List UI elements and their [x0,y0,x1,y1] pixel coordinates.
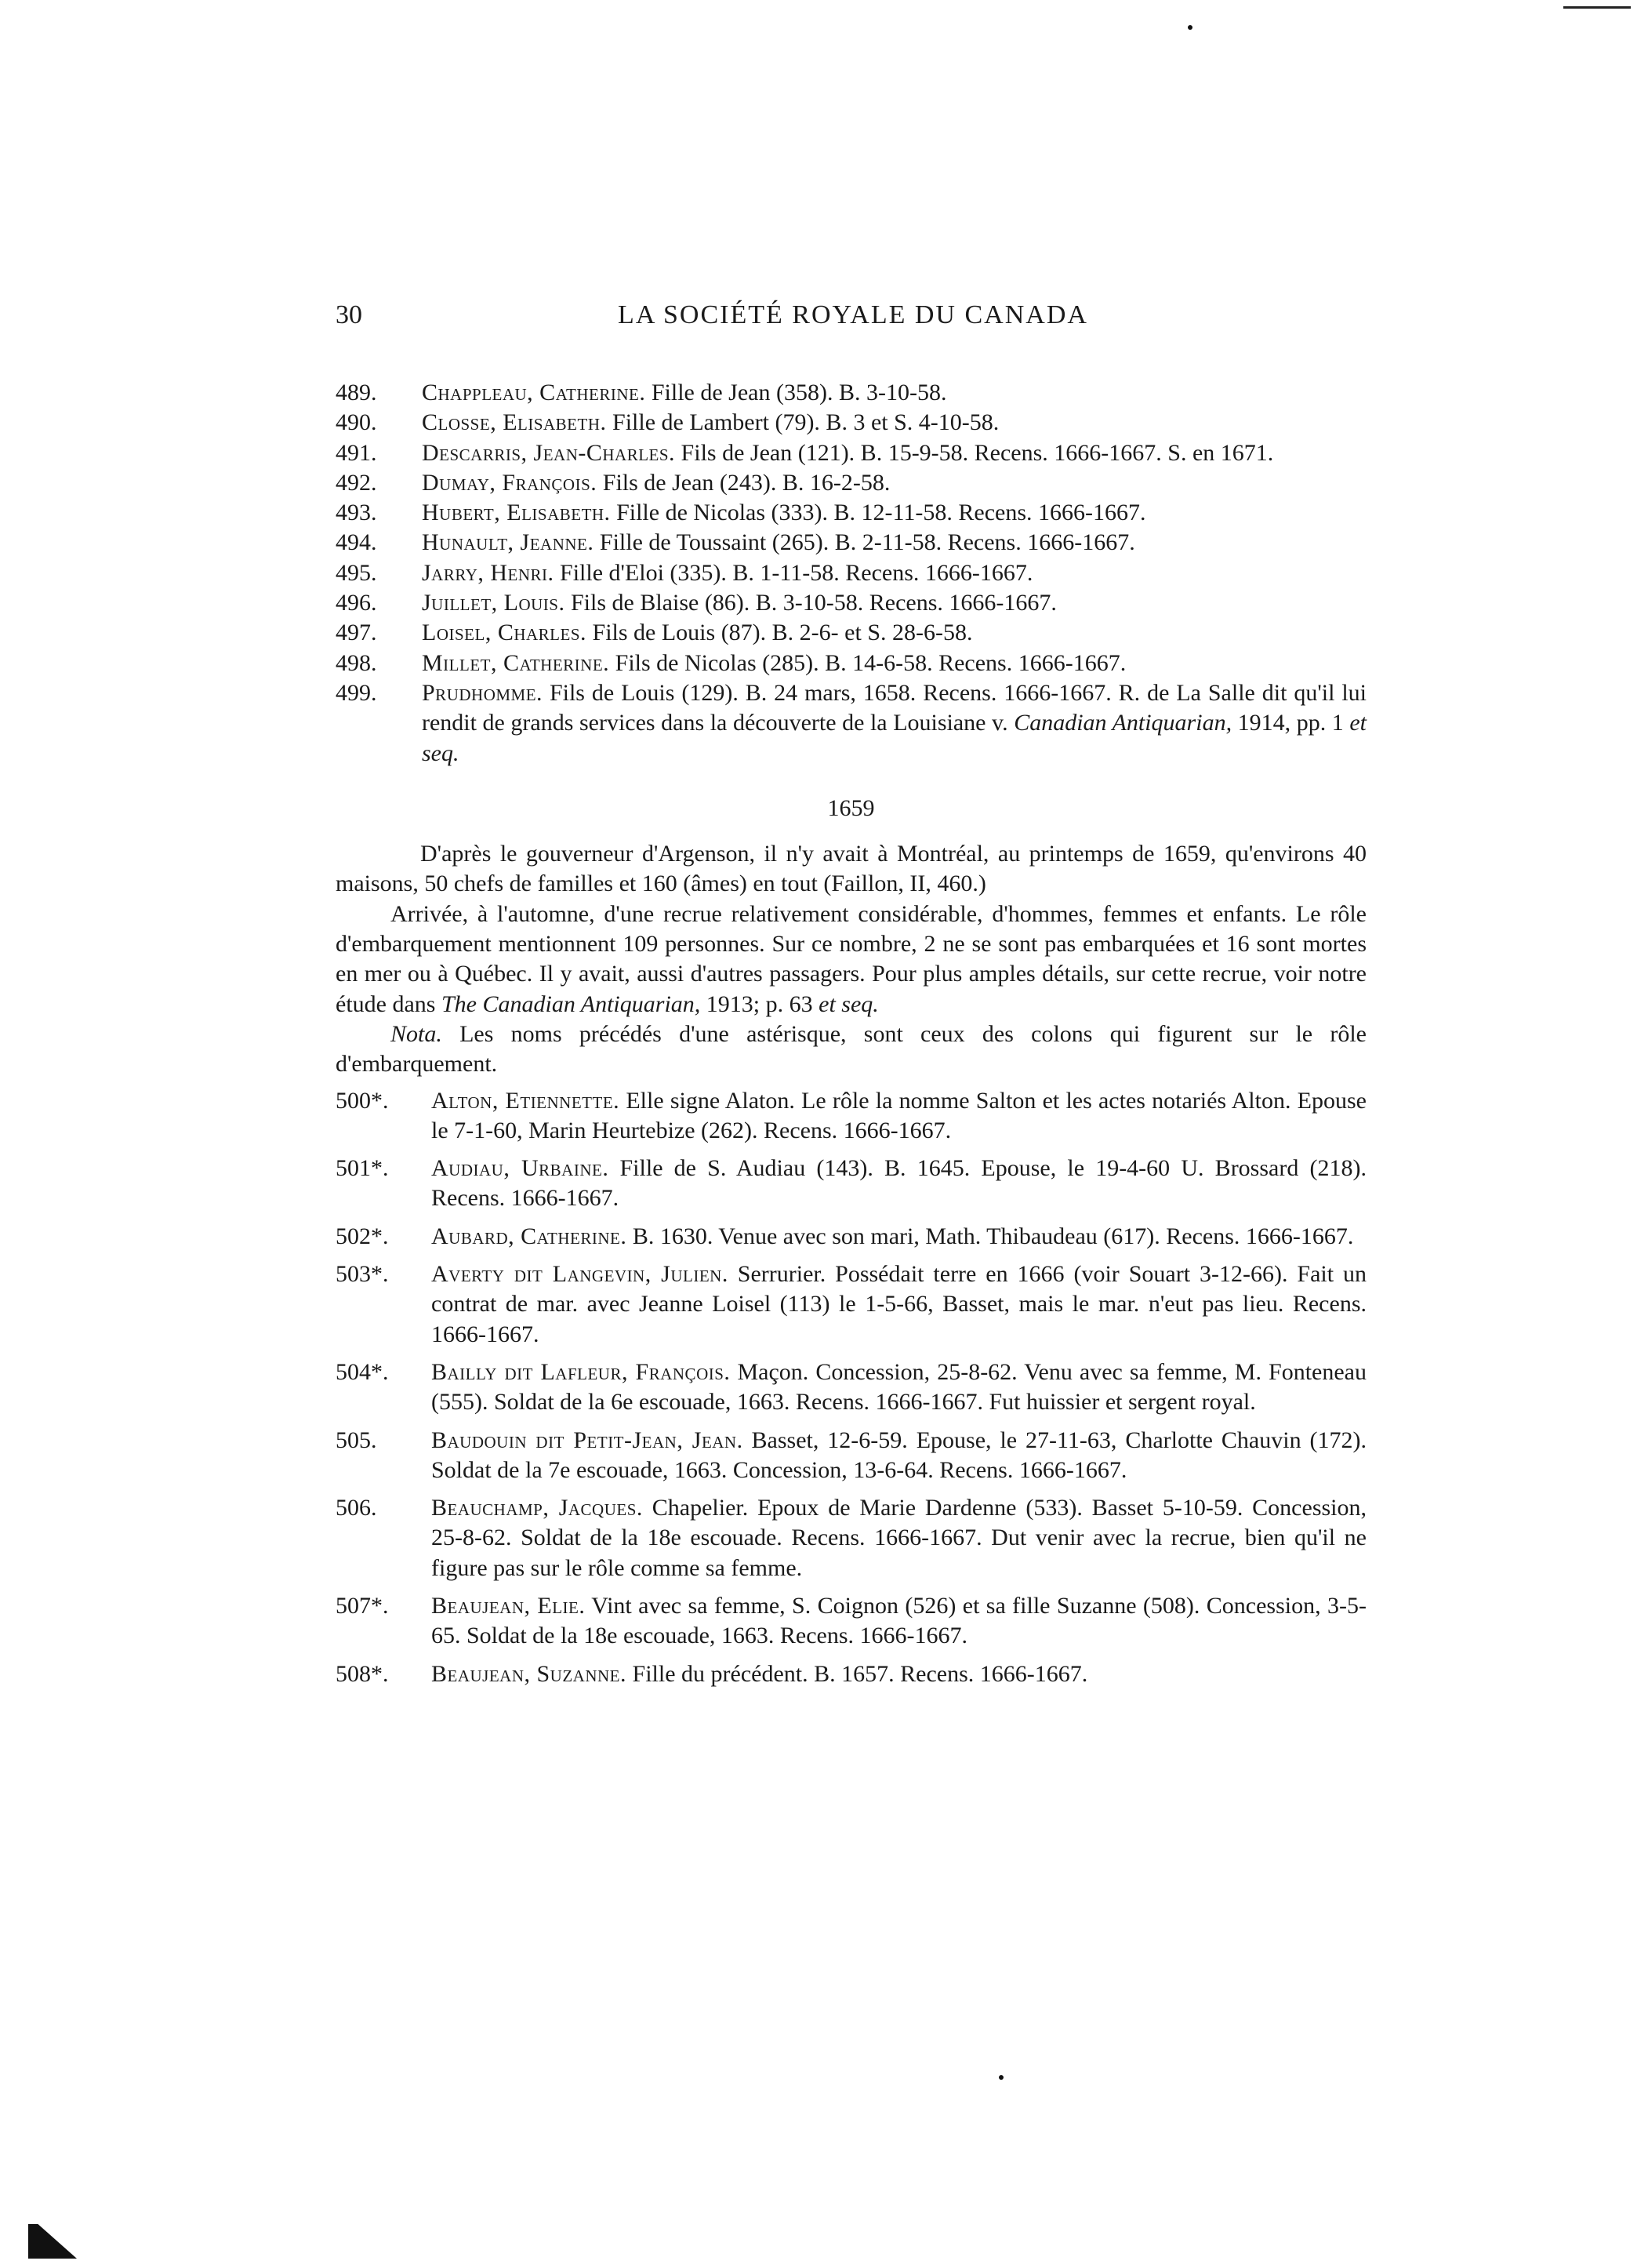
entry-text [431,1086,1367,1147]
paragraph-italic: The Canadian Antiquarian, [441,990,701,1017]
entry-name: Loisel, Charles. [422,620,587,646]
entry-number: 506. [336,1495,377,1521]
list-item [336,528,1367,558]
entry-text [431,1154,1367,1214]
entry-number: 496. [336,590,377,616]
entry-body: Fils de Blaise (86). B. 3-10-58. Recens. 1666-1667. [564,590,1057,616]
entry-name: Descarris, Jean-Charles. [422,439,676,466]
paragraph [336,900,1367,1020]
list-item [336,1659,1367,1689]
list-item [336,468,1367,498]
entry-name: Beauchamp, Jacques. [431,1495,643,1521]
entry-number: 492. [336,469,377,496]
entry-body: B. 1630. Venue avec son mari, Math. Thibaudeau (617). Recens. 1666-1667. [626,1223,1354,1249]
entry-body: Fille de Lambert (79). B. 3 et S. 4-10-58. [606,409,1000,436]
entry-name: Chappleau, Catherine. [422,380,646,405]
paragraph-italic: et seq. [819,990,879,1017]
list-item [336,1426,1367,1486]
entry-number: 498. [336,649,377,676]
list-item [336,1591,1367,1652]
entries-1659 [336,1086,1367,1689]
entry-text [431,1591,1367,1652]
entry-body: Fille de Toussaint (265). B. 2-11-58. Recens. 1666-1667. [593,529,1135,556]
page-body [336,378,1367,1697]
entry-number: 493. [336,500,377,526]
paragraph-text: Arrivée, à l'automne, d'une recrue relativement considérable, d'hommes, femmes et enfants. Le rôle d'embarquement mentionnent 109 personnes. Sur ce nombre, 2 ne se sont pas embarquées et 16 sont mortes en mer ou à Québec. Il y avait, aussi d'autres passagers. Pour plus amples détails, sur cette recrue, voir notre étude dans [336,900,1367,1017]
entry-body: Vint avec sa femme, S. Coignon (526) et sa fille Suzanne (508). Concession, 3-5-65. Soldat de la 18e escouade, 1663. Recens. 1666-1667. [431,1592,1367,1649]
list-item [336,1154,1367,1214]
entry-name: Audiau, Urbaine. [431,1155,609,1182]
list-item [336,1222,1367,1252]
entry-text [431,1659,1367,1689]
speck-mark [999,2075,1004,2080]
list-item [336,378,1367,408]
entry-italic: Canadian Antiquarian, [1014,710,1232,736]
entry-number: 500*. [336,1087,389,1114]
entry-name: Aubard, Catherine. [431,1223,627,1249]
paragraph-text: Les noms précédés d'une astérisque, sont ceux des colons qui figurent sur le rôle d'embarquement. [336,1020,1367,1078]
entry-number: 501*. [336,1155,389,1182]
entry-text [431,1358,1367,1418]
entry-text [422,498,1367,528]
entry-body: Fils de Nicolas (285). B. 14-6-58. Recens. 1666-1667. [609,649,1127,676]
entry-text [422,678,1367,769]
speck-mark [1188,25,1192,30]
entry-text [431,1426,1367,1486]
entries-1658 [336,378,1367,769]
list-item [336,438,1367,468]
top-rule [1563,6,1631,9]
entry-name: Alton, Etiennette. [431,1087,620,1114]
paragraph [336,839,1367,900]
year-heading: 1659 [827,794,875,821]
entry-text [431,1222,1367,1252]
entry-number: 490. [336,409,377,436]
paragraph-text: 1913; p. 63 [700,990,819,1017]
entry-number: 489. [336,380,377,405]
entry-name: Juillet, Louis. [422,590,565,616]
entry-text [431,1259,1367,1350]
list-item [336,1358,1367,1418]
entry-body: Fille de Nicolas (333). B. 12-11-58. Recens. 1666-1667. [610,500,1146,526]
list-item [336,558,1367,588]
entry-body: Basset, 12-6-59. Epouse, le 27-11-63, Charlotte Chauvin (172). Soldat de la 7e escouade, 1663. Concession, 13-6-64. Recens. 1666-1667. [431,1427,1367,1483]
entry-body: Maçon. Concession, 25-8-62. Venu avec sa femme, M. Fonteneau (555). Soldat de la 6e escouade, 1663. Recens. 1666-1667. Fut huissier et sergent royal. [431,1358,1367,1416]
entry-body: Elle signe Alaton. Le rôle la nomme Salton et les actes notariés Alton. Epouse le 7-1-60, Marin Heurtebize (262). Recens. 1666-1667. [431,1087,1367,1143]
entry-body: Fils de Jean (121). B. 15-9-58. Recens. 1666-1667. S. en 1671. [675,439,1274,466]
entry-italic: et seq. [422,710,1367,766]
entry-number: 494. [336,529,377,556]
list-item [336,498,1367,528]
entry-body: Fils de Jean (243). B. 16-2-58. [597,469,891,496]
entry-number: 499. [336,679,377,706]
list-item [336,649,1367,678]
page-number: 30 [336,300,362,329]
list-item [336,588,1367,618]
paragraph-text: D'après le gouverneur d'Argenson, il n'y avait à Montréal, au printemps de 1659, qu'environs 40 maisons, 50 chefs de familles et 160 (âmes) en tout (Faillon, II, 460.) [336,841,1367,897]
entry-body: Fille de S. Audiau (143). B. 1645. Epouse, le 19-4-60 U. Brossard (218). Recens. 1666-1667. [431,1155,1367,1212]
entry-name: Averty dit Langevin, Julien. [431,1261,728,1288]
paragraph [336,1020,1367,1080]
entry-body: Fils de Louis (87). B. 2-6- et S. 28-6-58. [586,620,973,646]
entry-text [422,588,1367,618]
list-item [336,408,1367,438]
entry-body: 1914, pp. 1 [1232,710,1350,736]
list-item [336,678,1367,769]
entry-number: 503*. [336,1261,389,1288]
entry-name: Jarry, Henri. [422,559,554,586]
entry-body: Fille de Jean (358). B. 3-10-58. [645,380,947,405]
list-item [336,1259,1367,1350]
entry-number: 502*. [336,1223,389,1249]
entry-text [422,618,1367,648]
entry-number: 505. [336,1427,377,1453]
entry-name: Dumay, François. [422,469,597,496]
list-item [336,1086,1367,1147]
entry-name: Hubert, Elisabeth. [422,500,611,526]
entry-name: Hunault, Jeanne. [422,529,594,556]
entry-text [422,468,1367,498]
entry-body: Fille d'Eloi (335). B. 1-11-58. Recens. 1666-1667. [554,559,1033,586]
entry-number: 491. [336,439,377,466]
entry-text [422,649,1367,678]
entry-name: Prudhomme. [422,679,543,706]
entry-name: Beaujean, Elie. [431,1592,586,1619]
entry-text [422,528,1367,558]
entry-text [422,378,1367,408]
entry-number: 504*. [336,1358,389,1385]
entry-number: 495. [336,559,377,586]
entry-text [422,408,1367,438]
entry-name: Millet, Catherine. [422,649,610,676]
corner-mark [28,2224,77,2259]
list-item [336,618,1367,648]
entry-name: Baudouin dit Petit-Jean, Jean. [431,1427,743,1453]
entry-text [422,558,1367,588]
entry-text [431,1493,1367,1583]
entry-name: Beaujean, Suzanne. [431,1660,627,1687]
entry-name: Bailly dit Lafleur, François. [431,1358,731,1385]
entry-body: Fils de Louis (129). B. 24 mars, 1658. Recens. 1666-1667. R. de La Salle dit qu'il lui rendit de grands services dans la découverte de la Louisiane v. [422,679,1367,736]
entry-body: Chapelier. Epoux de Marie Dardenne (533). Basset 5-10-59. Concession, 25-8-62. Soldat de la 18e escouade. Recens. 1666-1667. Dut venir avec la recrue, bien qu'il ne figure pas sur le rôle comme sa femme. [431,1495,1367,1581]
paragraph-lead: Nota. [390,1020,442,1047]
section-paragraphs [336,839,1367,1079]
entry-number: 497. [336,620,377,646]
page-header [336,300,1370,347]
running-title: LA SOCIÉTÉ ROYALE DU CANADA [618,300,1088,329]
entry-body: Fille du précédent. B. 1657. Recens. 1666-1667. [626,1660,1088,1687]
entry-number: 507*. [336,1592,389,1619]
entry-name: Closse, Elisabeth. [422,409,607,436]
entry-number: 508*. [336,1660,389,1687]
entry-text [422,438,1367,468]
entry-body: Serrurier. Possédait terre en 1666 (voir Souart 3-12-66). Fait un contrat de mar. avec Jeanne Loisel (113) le 1-5-66, Basset, mais le mar. n'eut pas lieu. Recens. 1666-1667. [431,1261,1367,1347]
list-item [336,1493,1367,1583]
